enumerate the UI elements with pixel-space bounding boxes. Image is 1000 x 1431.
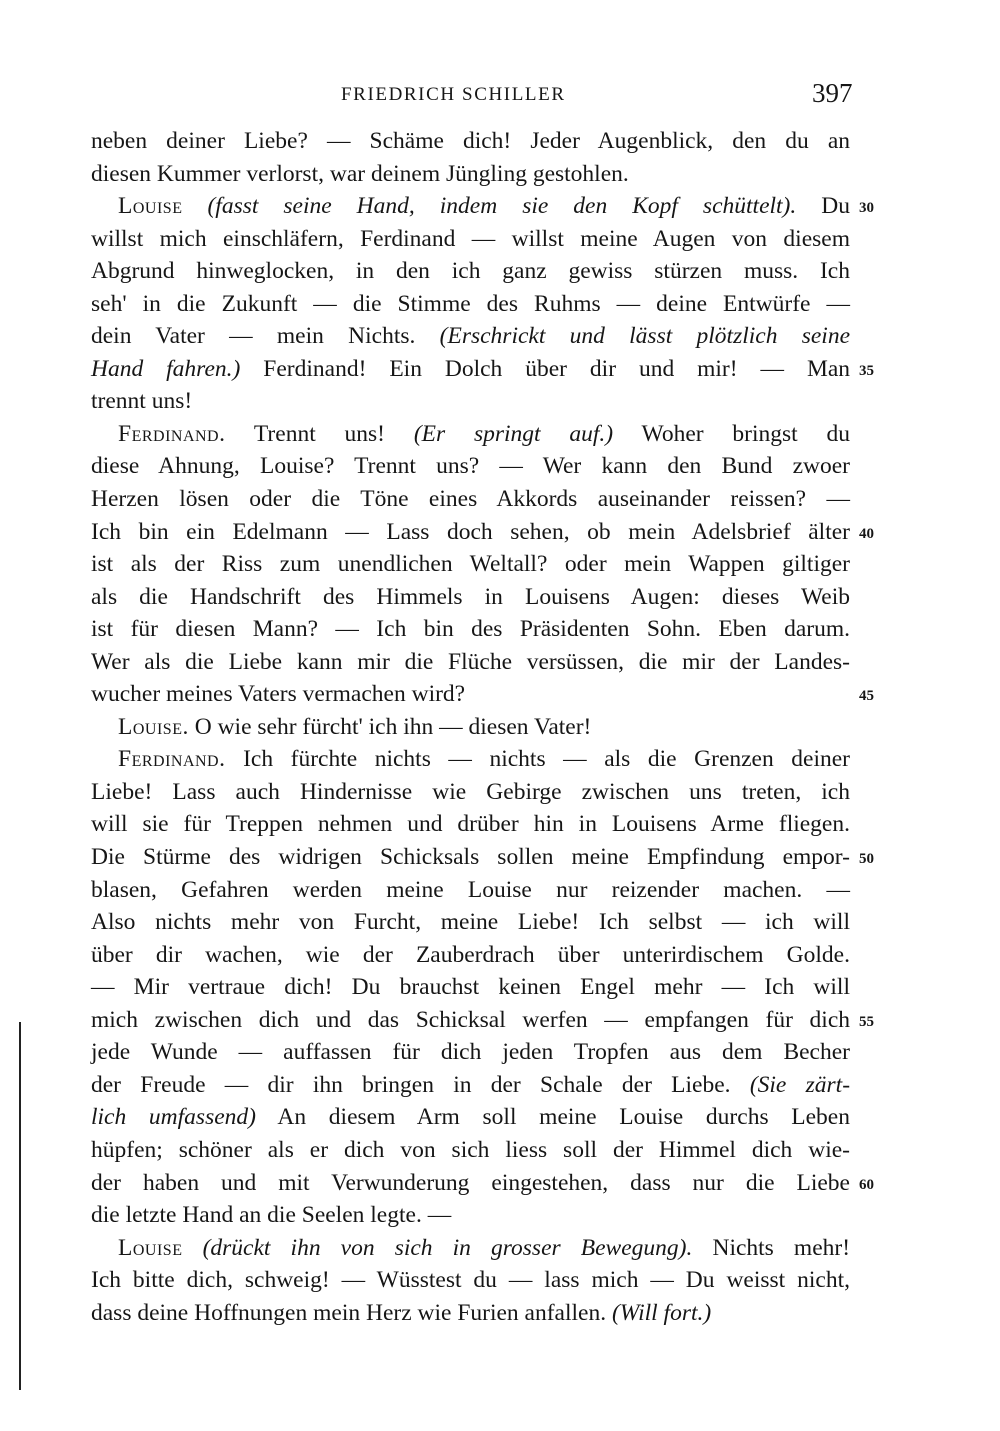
line-fragment: Ich bin ein Edelmann — Lass doch sehen, ob mein Adelsbrief älter — [91, 518, 850, 545]
text-line: blasen, Gefahren werden meine Louise nur reizender machen. — — [91, 876, 850, 903]
stage-direction: (drückt ihn von sich in grosser Bewegung). — [202, 1234, 693, 1261]
line-number: 40 — [859, 525, 874, 542]
text-line: Wer als die Liebe kann mir die Flüche versüssen, die mir der Landes- — [91, 648, 850, 675]
line-fragment: An diesem Arm soll meine Louise durchs Leben — [277, 1104, 850, 1131]
line-fragment: Woher bringst du — [641, 420, 851, 447]
line-number: 45 — [859, 688, 874, 705]
text-line — [91, 1297, 850, 1330]
stage-direction: (fasst seine Hand, indem sie den Kopf schüttelt). — [207, 193, 797, 220]
stage-direction: (Will fort.) — [611, 1299, 712, 1326]
text-line — [91, 353, 874, 386]
line-number: 35 — [859, 362, 874, 379]
text-line — [91, 1101, 850, 1134]
page-number: 397 — [812, 78, 853, 108]
line-fragment: der Freude — dir ihn bringen in der Schale der Liebe. — [91, 1071, 731, 1098]
text-line — [91, 1232, 850, 1265]
line-fragment: dass deine Hoffnungen mein Herz wie Furien anfallen. — [91, 1299, 607, 1326]
line-fragment: Trennt uns! — [253, 420, 386, 447]
text-line: ist als der Riss zum unendlichen Weltall? oder mein Wappen giltiger — [91, 551, 850, 578]
text-line — [91, 841, 874, 874]
text-line — [91, 190, 874, 223]
text-line: über dir wachen, wie der Zauberdrach über unterirdischem Golde. — [91, 941, 850, 968]
speaker-name: Ferdinand. — [118, 746, 226, 773]
text-line: seh' in die Zukunft — die Stimme des Ruhms — deine Entwürfe — — [91, 290, 850, 317]
line-fragment: Ich fürchte nichts — nichts — als die Grenzen deiner — [243, 746, 851, 773]
text-line: ist für diesen Mann? — Ich bin des Präsidenten Sohn. Eben darum. — [91, 616, 850, 643]
line-number: 60 — [859, 1176, 874, 1193]
line-fragment: der haben und mit Verwunderung eingestehen, dass nur die Liebe — [91, 1169, 850, 1196]
text-line: Liebe! Lass auch Hindernisse wie Gebirge zwischen uns treten, ich — [91, 778, 850, 805]
text-line: Also nichts mehr von Furcht, meine Liebe! Ich selbst — ich will — [91, 909, 850, 936]
line-fragment: wucher meines Vaters vermachen wird? — [91, 681, 466, 708]
line-number: 50 — [859, 851, 874, 868]
speaker-name: Ferdinand. — [118, 420, 226, 447]
line-number: 55 — [859, 1013, 874, 1030]
text-line — [91, 418, 850, 451]
text-line: hüpfen; schöner als er dich von sich liess soll der Himmel dich wie- — [91, 1136, 850, 1163]
text-line — [91, 711, 850, 744]
text-line: — Mir vertraue dich! Du brauchst keinen Engel mehr — Ich will — [91, 974, 850, 1001]
text-line: will sie für Treppen nehmen und drüber hin in Louisens Arme fliegen. — [91, 811, 850, 838]
line-fragment: dein Vater — mein Nichts. — [91, 323, 416, 350]
running-head: FRIEDRICH SCHILLER — [341, 84, 566, 105]
text-line: die letzte Hand an die Seelen legte. — — [91, 1202, 452, 1229]
dialogue-text — [91, 125, 874, 1329]
text-line — [91, 1004, 874, 1037]
text-line: neben deiner Liebe? — Schäme dich! Jeder Augenblick, den du an — [91, 128, 850, 154]
text-line — [91, 516, 874, 549]
speaker-name: Louise. — [118, 713, 189, 740]
text-line — [91, 678, 874, 711]
text-line — [91, 320, 850, 353]
text-line — [91, 1069, 850, 1102]
text-line: Ich bitte dich, schweig! — Wüsstest du — lass mich — Du weisst nicht, — [91, 1267, 850, 1294]
speaker-name: Louise — [118, 193, 183, 220]
stage-direction: (Er springt auf.) — [413, 420, 614, 447]
margin-rule — [19, 1022, 21, 1390]
text-line: trennt uns! — [91, 388, 193, 415]
stage-direction: (Sie zärt- — [749, 1071, 851, 1098]
stage-direction: (Erschrickt und lässt plötzlich seine — [439, 323, 850, 350]
speaker-name: Louise — [118, 1234, 183, 1261]
text-line: Abgrund hinweglocken, in den ich ganz gewiss stürzen muss. Ich — [91, 258, 850, 285]
text-line: jede Wunde — auffassen für dich jeden Tropfen aus dem Becher — [91, 1039, 850, 1066]
text-line: diese Ahnung, Louise? Trennt uns? — Wer kann den Bund zwoer — [91, 453, 850, 480]
text-line: willst mich einschläfern, Ferdinand — willst meine Augen von diesem — [91, 225, 850, 252]
line-fragment: mich zwischen dich und das Schicksal werfen — empfangen für dich — [91, 1006, 850, 1033]
text-line — [91, 743, 850, 776]
text-line — [91, 1167, 874, 1200]
line-fragment: Nichts mehr! — [712, 1234, 851, 1261]
line-fragment: Du — [821, 193, 850, 220]
line-fragment: Ferdinand! Ein Dolch über dir und mir! — Man — [263, 355, 851, 382]
stage-direction: Hand fahren.) — [91, 355, 241, 382]
stage-direction: lich umfassend) — [91, 1104, 256, 1131]
line-number: 30 — [859, 200, 874, 217]
text-line: als die Handschrift des Himmels in Louisens Augen: dieses Weib — [91, 583, 850, 610]
text-line: Herzen lösen oder die Töne eines Akkords auseinander reissen? — — [91, 486, 850, 513]
line-fragment: O wie sehr fürcht' ich ihn — diesen Vater! — [194, 713, 592, 740]
line-fragment: Die Stürme des widrigen Schicksals sollen meine Empfindung empor- — [91, 844, 850, 871]
text-line: diesen Kummer verlorst, war deinem Jüngling gestohlen. — [91, 160, 629, 187]
